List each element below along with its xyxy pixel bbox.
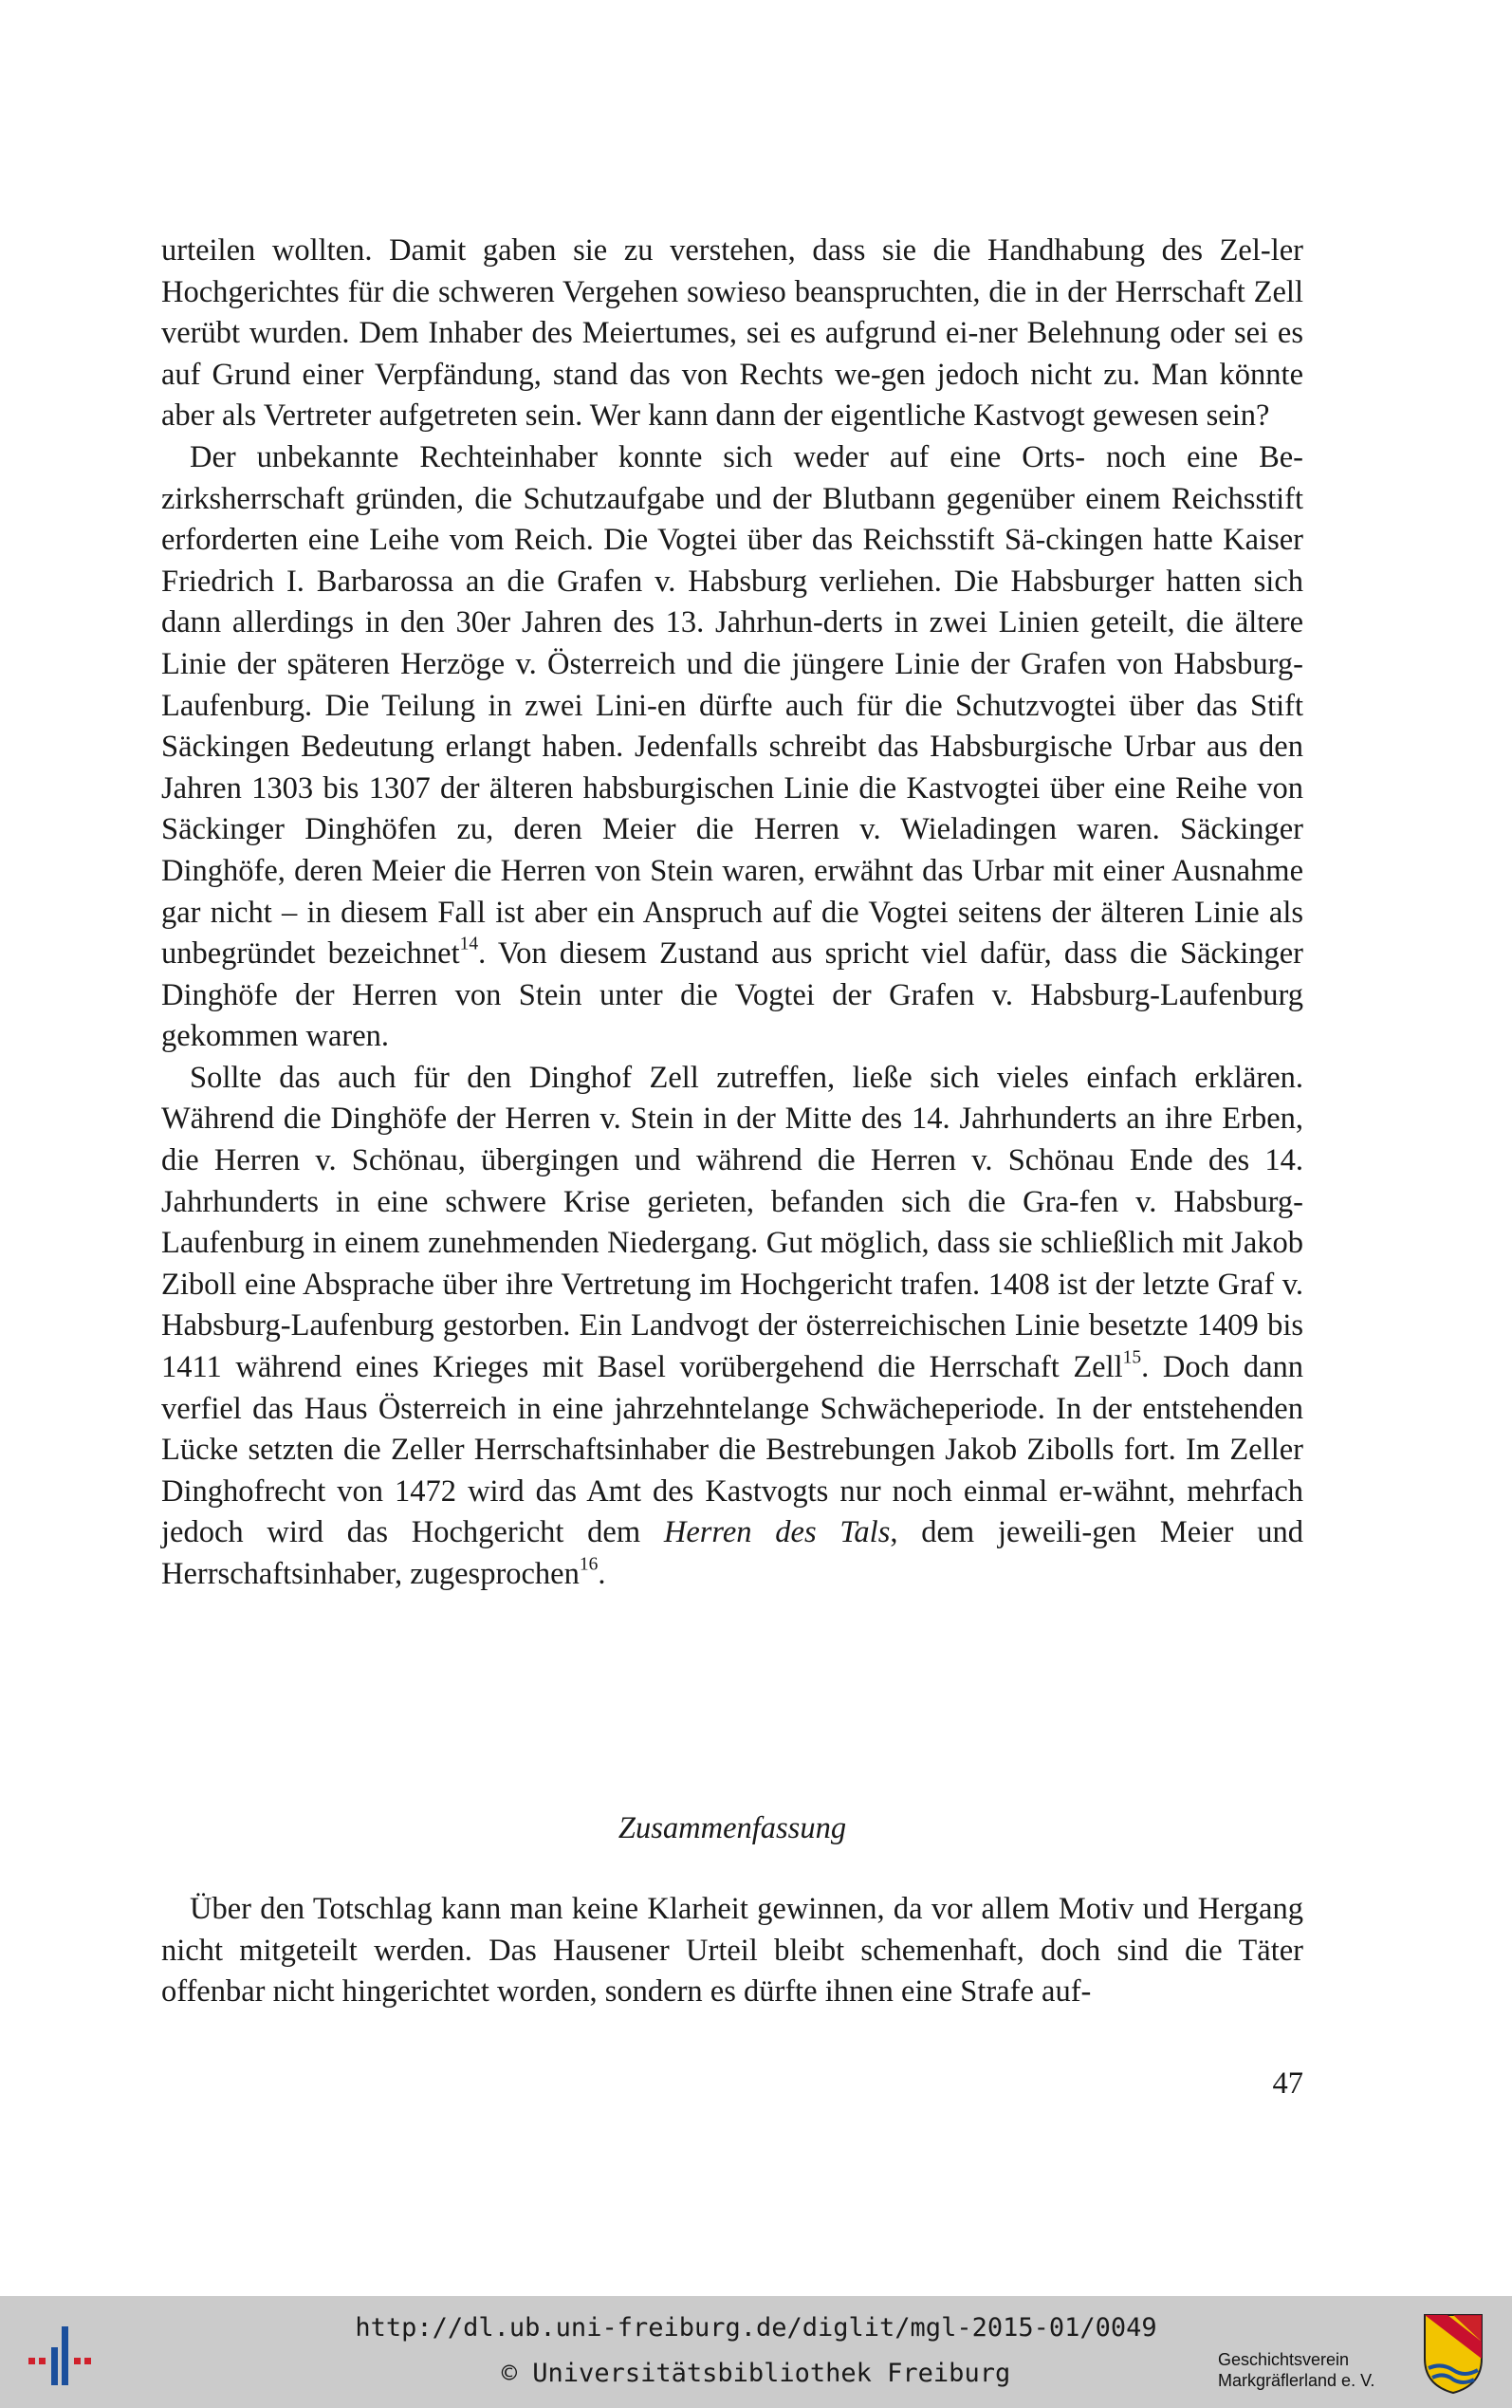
emphasis-herren-des-tals: Herren des Tals: [663, 1515, 891, 1550]
footer-bar: [0, 2296, 1512, 2408]
page-number: 47: [1272, 2066, 1303, 2101]
paragraph-3: Sollte das auch für den Dinghof Zell zutreffen, ließe sich vieles einfach erklären. Während die Dinghöfe der Herren v. Stein in der Mitte des 14. Jahrhunderts an ihre Erben, die Herren v. Schönau, übergingen und während die Herren v. Schönau Ende des 14. Jahrhunderts in eine schwere Krise gerieten, befanden sich die Gra-fen v. Habsburg-Laufenburg in einem zunehmenden Niedergang. Gut möglich, dass sie schließlich mit Jakob Ziboll eine Absprache über ihre Vertretung im Hochgericht trafen. 1408 ist der letzte Graf v. Habsburg-Laufenburg gestorben. Ein Landvogt der österreichischen Linie besetzte 1409 bis 1411 während eines Krieges mit Basel vorübergehend die Herrschaft Zell$^{15}$. Doch dann verfiel das Haus Österreich in eine jahrzehntelange Schwächeperiode. In der entstehenden Lücke setzten die Zeller Herrschaftsinhaber die Bestrebungen Jakob Zibolls fort. Im Zeller Dinghofrecht von 1472 wird das Amt des Kastvogts nur noch einmal er-wähnt, mehrfach jedoch wird das Hochgericht dem Herren des Tals, dem jeweili-gen Meier und Herrschaftsinhaber, zugesprochen$^{16}$.: [161, 1060, 1303, 1591]
footnote-ref-15[interactable]: 15: [1122, 1347, 1142, 1368]
society-line-1: Geschichtsverein: [1218, 2350, 1350, 2369]
paragraph-2: Der unbekannte Rechteinhaber konnte sich weder auf eine Orts- noch eine Be-zirksherrschaft gründen, die Schutzaufgabe und der Blutbann gegenüber einem Reichsstift erforderten eine Leihe vom Reich. Die Vogtei über das Reichsstift Sä-ckingen hatte Kaiser Friedrich I. Barbarossa an die Grafen v. Habsburg verliehen. Die Habsburger hatten sich dann allerdings in den 30er Jahren des 13. Jahrhun-derts in zwei Linien geteilt, die ältere Linie der späteren Herzöge v. Österreich und die jüngere Linie der Grafen von Habsburg-Laufenburg. Die Teilung in zwei Lini-en dürfte auch für die Schutzvogtei über das Stift Säckingen Bedeutung erlangt haben. Jedenfalls schreibt das Habsburgische Urbar aus den Jahren 1303 bis 1307 der älteren habsburgischen Linie die Kastvogtei über eine Reihe von Säckinger Dinghöfen zu, deren Meier die Herren v. Wieladingen waren. Säckinger Dinghöfe, deren Meier die Herren von Stein waren, erwähnt das Urbar mit einer Ausnahme gar nicht – in diesem Fall ist aber ein Anspruch auf die Vogtei seitens der älteren Linie als unbegründet bezeichnet$^{14}$. Von diesem Zustand aus spricht viel dafür, dass die Säckinger Dinghöfe der Herren von Stein unter die Vogtei der Grafen v. Habsburg-Laufenburg gekommen waren.: [161, 439, 1303, 1054]
society-line-2: Markgräflerland e. V.: [1218, 2371, 1375, 2390]
paragraph-1: urteilen wollten. Damit gaben sie zu verstehen, dass sie die Handhabung des Zel-ler Hochgerichtes für die schweren Vergehen sowieso beanspruchten, die in der Herrschaft Zell verübt wurden. Dem Inhaber des Meiertumes, sei es aufgrund ei-ner Belehnung oder sei es auf Grund einer Verpfändung, stand das von Rechts we-gen jedoch nicht zu. Man könnte aber als Vertreter aufgetreten sein. Wer kann dann der eigentliche Kastvogt gewesen sein?: [161, 233, 1303, 434]
footer-copyright: © Universitätsbibliothek Freiburg: [501, 2359, 1011, 2388]
summary-text: [161, 1889, 1303, 2013]
footer-url-link[interactable]: http://dl.ub.uni-freiburg.de/diglit/mgl-2015-01/0049: [355, 2313, 1157, 2343]
body-text: [161, 231, 1303, 1596]
summary-paragraph: Über den Totschlag kann man keine Klarheit gewinnen, da vor allem Motiv und Hergang nicht mitgeteilt werden. Das Hausener Urteil bleibt schemenhaft, doch sind die Täter offenbar nicht hingerichtet worden, sondern es dürfte ihnen eine Strafe auf-: [161, 1892, 1303, 2010]
footnote-ref-14[interactable]: 14: [459, 934, 479, 954]
section-heading: Zusammenfassung: [618, 1811, 847, 1845]
footnote-ref-16[interactable]: 16: [579, 1554, 599, 1575]
coat-of-arms-icon: [1423, 2313, 1484, 2395]
society-name: [1218, 2349, 1374, 2391]
